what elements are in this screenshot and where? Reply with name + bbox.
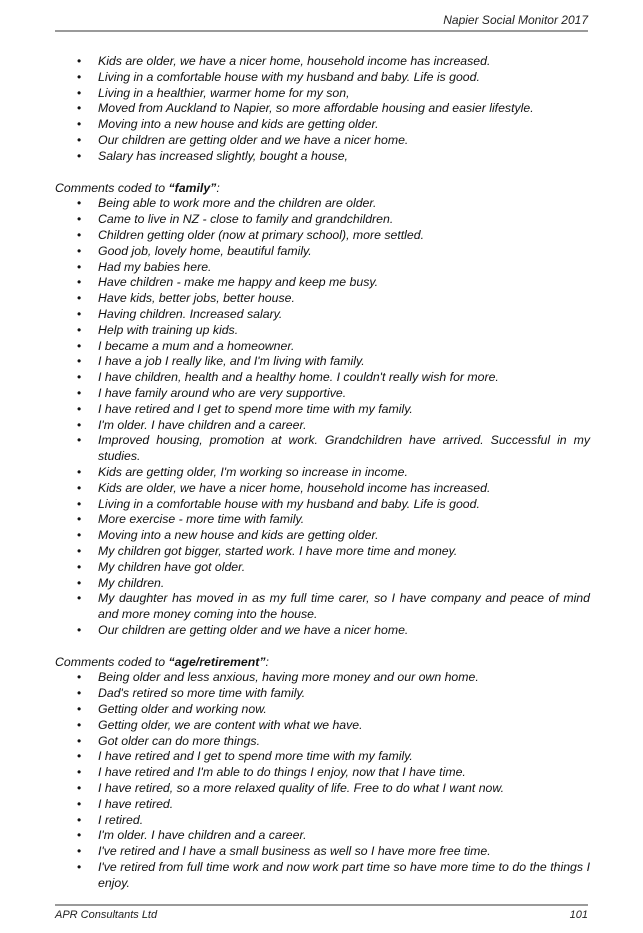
comment-item: • Kids are older, we have a nicer home, household income has increased. bbox=[55, 54, 590, 70]
heading-suffix: : bbox=[265, 654, 269, 669]
page-number: 101 bbox=[569, 909, 588, 921]
comment-item: • I'm older. I have children and a career. bbox=[55, 418, 590, 434]
comment-item: • Got older can do more things. bbox=[55, 734, 590, 750]
comment-item: • I have retired and I'm able to do things I enjoy, now that I have time. bbox=[55, 765, 590, 781]
comment-item: • Being older and less anxious, having more money and our own home. bbox=[55, 670, 590, 686]
comment-item: • I've retired from full time work and now work part time so have more time to do the things I enjoy. bbox=[55, 860, 590, 892]
comment-item: • I have retired and I get to spend more time with my family. bbox=[55, 402, 590, 418]
comment-item: • Moving into a new house and kids are getting older. bbox=[55, 528, 590, 544]
comment-item: • Living in a comfortable house with my husband and baby. Life is good. bbox=[55, 497, 590, 513]
comment-item: • I've retired and I have a small business as well so I have more free time. bbox=[55, 844, 590, 860]
comment-item: • Came to live in NZ - close to family and grandchildren. bbox=[55, 212, 590, 228]
header-rule bbox=[55, 30, 588, 32]
comment-item: • Have children - make me happy and keep me busy. bbox=[55, 275, 590, 291]
heading-prefix: Comments coded to bbox=[55, 180, 169, 195]
heading-suffix: : bbox=[216, 180, 220, 195]
comment-item: • I have family around who are very supportive. bbox=[55, 386, 590, 402]
comment-item: • Kids are older, we have a nicer home, household income has increased. bbox=[55, 481, 590, 497]
comment-item: • Getting older and working now. bbox=[55, 702, 590, 718]
comment-item: • I'm older. I have children and a career. bbox=[55, 828, 590, 844]
family-section-heading bbox=[55, 181, 590, 197]
comment-item: • My children. bbox=[55, 576, 590, 592]
running-header-title: Napier Social Monitor 2017 bbox=[443, 13, 588, 27]
heading-term: “family” bbox=[168, 180, 217, 195]
family-comment-list bbox=[55, 196, 590, 638]
footer-organisation: APR Consultants Ltd bbox=[55, 909, 158, 921]
comment-item: • Moving into a new house and kids are getting older. bbox=[55, 117, 590, 133]
comment-item: • Children getting older (now at primary school), more settled. bbox=[55, 228, 590, 244]
comment-item: • Dad's retired so more time with family. bbox=[55, 686, 590, 702]
comment-item: • I retired. bbox=[55, 813, 590, 829]
comment-item: • Our children are getting older and we have a nicer home. bbox=[55, 623, 590, 639]
intro-comment-list bbox=[55, 54, 590, 165]
comment-item: • I have retired and I get to spend more time with my family. bbox=[55, 749, 590, 765]
comment-item: • I have retired, so a more relaxed quality of life. Free to do what I want now. bbox=[55, 781, 590, 797]
comment-item: • Improved housing, promotion at work. Grandchildren have arrived. Successful in my studies. bbox=[55, 433, 590, 465]
comment-item: • I have children, health and a healthy home. I couldn't really wish for more. bbox=[55, 370, 590, 386]
comment-item: • Our children are getting older and we have a nicer home. bbox=[55, 133, 590, 149]
page-content bbox=[55, 54, 590, 892]
comment-item: • Good job, lovely home, beautiful family. bbox=[55, 244, 590, 260]
comment-item: • Being able to work more and the children are older. bbox=[55, 196, 590, 212]
comment-item: • Living in a comfortable house with my husband and baby. Life is good. bbox=[55, 70, 590, 86]
comment-item: • Salary has increased slightly, bought a house, bbox=[55, 149, 590, 165]
comment-item: • I became a mum and a homeowner. bbox=[55, 339, 590, 355]
comment-item: • My daughter has moved in as my full time carer, so I have company and peace of mind and more money coming into the house. bbox=[55, 591, 590, 623]
comment-item: • Getting older, we are content with what we have. bbox=[55, 718, 590, 734]
comment-item: • My children have got older. bbox=[55, 560, 590, 576]
heading-prefix: Comments coded to bbox=[55, 654, 169, 669]
comment-item: • Had my babies here. bbox=[55, 260, 590, 276]
comment-item: • Having children. Increased salary. bbox=[55, 307, 590, 323]
comment-item: • My children got bigger, started work. I have more time and money. bbox=[55, 544, 590, 560]
comment-item: • I have a job I really like, and I'm living with family. bbox=[55, 354, 590, 370]
comment-item: • Kids are getting older, I'm working so increase in income. bbox=[55, 465, 590, 481]
comment-item: • More exercise - more time with family. bbox=[55, 512, 590, 528]
comment-item: • Have kids, better jobs, better house. bbox=[55, 291, 590, 307]
age-retirement-comment-list bbox=[55, 670, 590, 891]
comment-item: • Moved from Auckland to Napier, so more affordable housing and easier lifestyle. bbox=[55, 101, 590, 117]
footer-rule bbox=[55, 904, 588, 906]
comment-item: • Help with training up kids. bbox=[55, 323, 590, 339]
comment-item: • I have retired. bbox=[55, 797, 590, 813]
comment-item: • Living in a healthier, warmer home for my son, bbox=[55, 86, 590, 102]
age-retirement-section-heading bbox=[55, 655, 590, 671]
heading-term: “age/retirement” bbox=[168, 654, 266, 669]
